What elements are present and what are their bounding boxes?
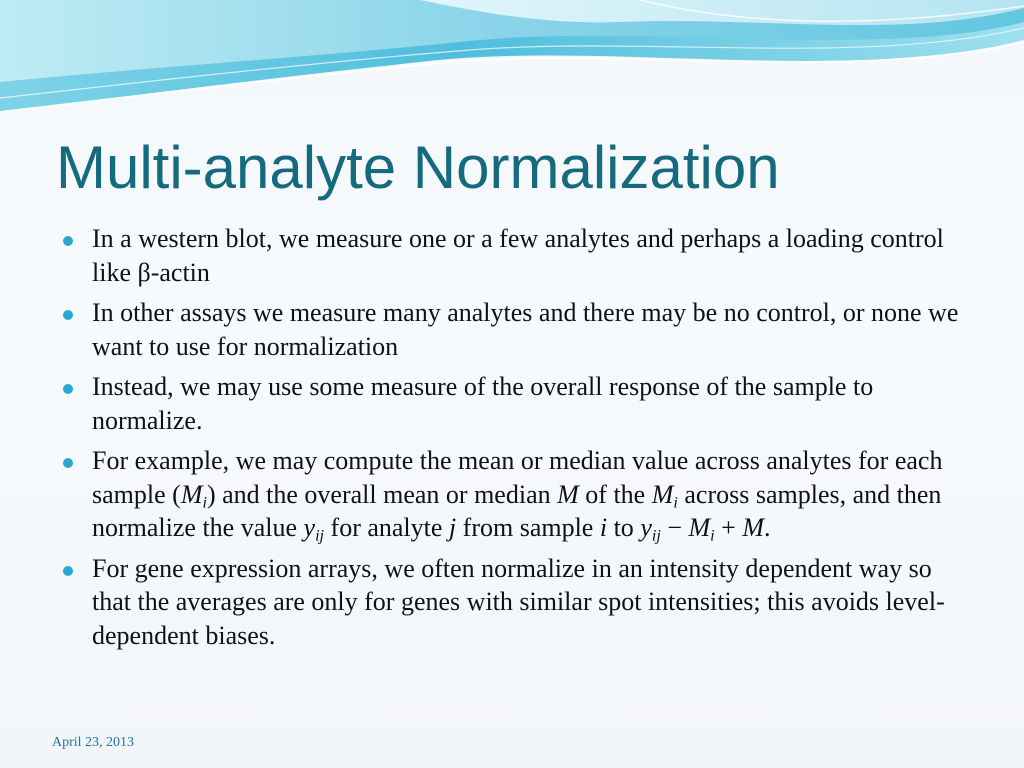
wave-header-decoration <box>0 0 1024 130</box>
math-variable: M <box>651 479 674 509</box>
bullet-dot-icon <box>63 236 73 246</box>
bullet-text: Instead, we may use some measure of the overall response of the sample to normalize. <box>92 372 874 435</box>
math-variable: M <box>688 513 711 542</box>
math-variable: y <box>303 513 316 542</box>
bullet-item <box>62 222 962 289</box>
math-subscript: ij <box>651 527 661 545</box>
math-variable: y <box>640 513 652 542</box>
math-subscript: i <box>710 527 715 545</box>
formula-text-segment: from sample <box>456 513 600 542</box>
bullet-dot-icon <box>63 566 73 576</box>
math-variable: M <box>557 479 579 509</box>
math-variable: i <box>599 513 608 542</box>
formula-text-segment: across samples, and then normalize the value <box>92 479 942 542</box>
formula-text-segment: of the <box>578 479 652 509</box>
bullet-text: In a western blot, we measure one or a few analytes and perhaps a loading control like β-actin <box>92 224 944 287</box>
formula-text-segment: for analyte <box>324 513 449 542</box>
formula-text-segment: − <box>660 513 689 542</box>
bullet-item-formula <box>62 444 962 545</box>
formula-text-segment: ) and the overall mean or median <box>206 479 558 509</box>
bullet-item <box>62 370 962 437</box>
math-variable: M <box>180 479 203 509</box>
slide-title: Multi-analyte Normalization <box>56 134 780 201</box>
bullet-list <box>62 222 962 659</box>
bullet-dot-icon <box>63 310 73 320</box>
math-subscript: i <box>202 494 207 511</box>
bullet-dot-icon <box>63 458 73 468</box>
math-variable: j <box>448 513 457 542</box>
math-subscript: i <box>673 494 678 511</box>
formula-text-segment: to <box>607 513 641 542</box>
formula-text-segment: + <box>714 513 743 542</box>
math-variable: M <box>742 513 764 542</box>
bullet-dot-icon <box>63 384 73 394</box>
math-subscript: ij <box>315 527 325 545</box>
footer-date: April 23, 2013 <box>52 735 135 750</box>
formula-text-segment: For example, we may compute the mean or median value across analytes for each sample ( <box>92 446 943 509</box>
formula-text-segment: . <box>763 513 771 542</box>
bullet-text: In other assays we measure many analytes and there may be no control, or none we want to use for normalization <box>92 298 959 361</box>
bullet-item <box>62 552 962 653</box>
bullet-text: For gene expression arrays, we often normalize in an intensity dependent way so that the averages are only for genes with similar spot intensities; this avoids level-dependent biases. <box>92 553 945 650</box>
bullet-item <box>62 296 962 363</box>
